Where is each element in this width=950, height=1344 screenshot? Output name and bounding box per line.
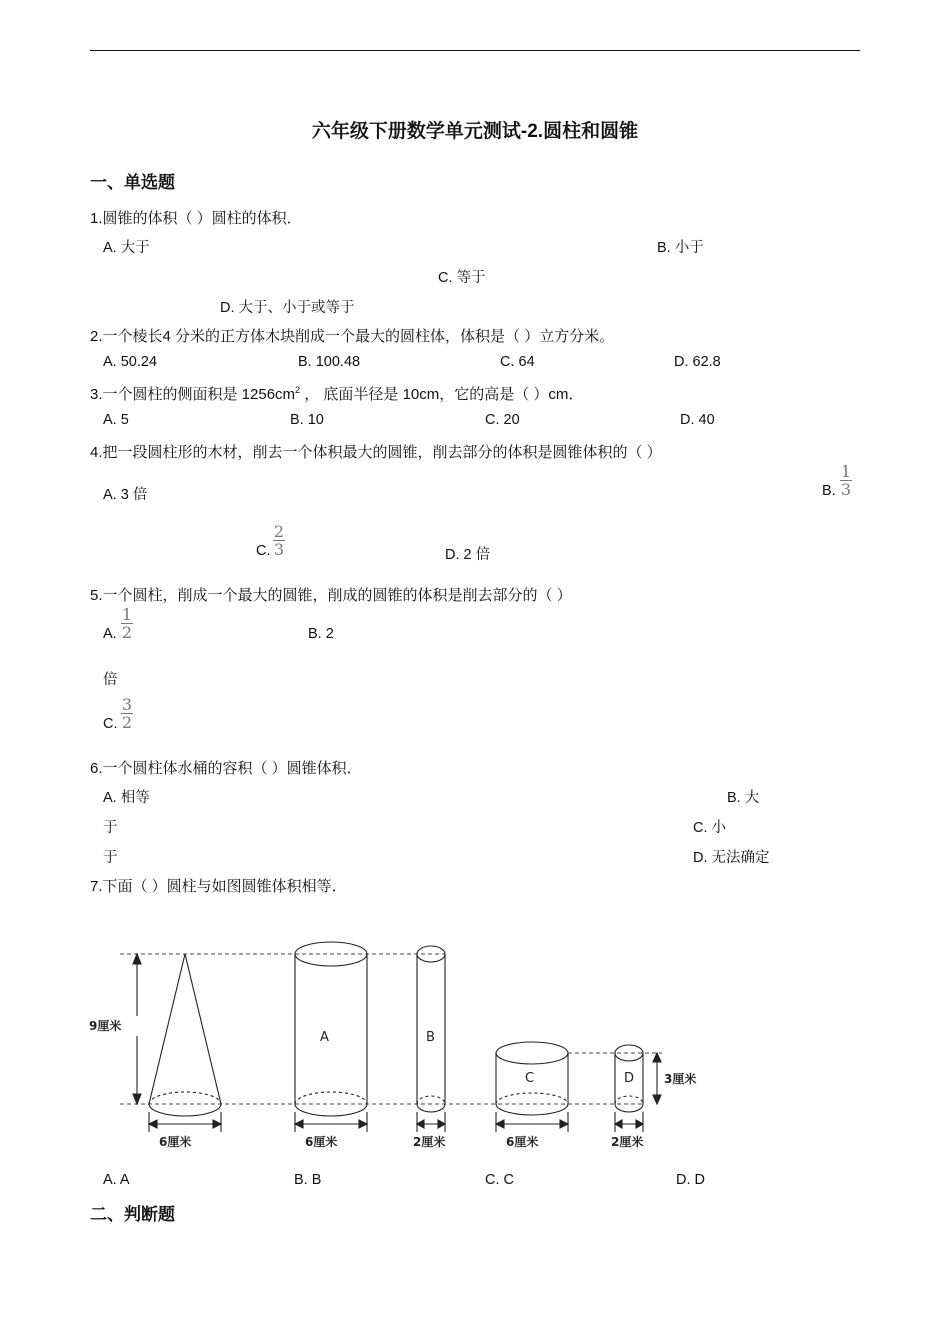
cylinder-a-width-label: 6厘米 [305, 1135, 338, 1149]
question-7-stem: 7.下面（ ）圆柱与如图圆锥体积相等． [90, 878, 347, 895]
question-7-option-b[interactable]: B. B [294, 1172, 322, 1188]
question-6-option-c[interactable]: C. 小 [693, 820, 727, 836]
question-2-option-c[interactable]: C. 64 [500, 354, 535, 370]
section-heading-true-false: 二、判断题 [90, 1205, 175, 1224]
question-6-option-b[interactable]: B. 大 [727, 790, 760, 806]
question-3-option-a[interactable]: A. 5 [103, 412, 129, 428]
question-3-option-b[interactable]: B. 10 [290, 412, 324, 428]
question-4-stem: 4.把一段圆柱形的木材，削去一个体积最大的圆锥，削去部分的体积是圆锥体积的（ ） [90, 444, 662, 461]
cylinder-b-width-label: 2厘米 [413, 1135, 446, 1149]
question-5-stem: 5.一个圆柱，削成一个最大的圆锥，削成的圆锥的体积是削去部分的（ ） [90, 587, 572, 604]
question-5-option-b-continued: 倍 [103, 672, 118, 688]
question-6-stem: 6.一个圆柱体水桶的容积（ ）圆锥体积． [90, 760, 362, 777]
cylinder-d-label: D [624, 1071, 635, 1086]
question-7-option-c[interactable]: C. C [485, 1172, 514, 1188]
question-1-option-a[interactable]: A. 大于 [103, 240, 150, 256]
cylinder-d-width-label: 2厘米 [611, 1135, 644, 1149]
question-4-option-c-fraction: 2 3 [273, 522, 285, 559]
question-4-option-a[interactable]: A. 3 倍 [103, 487, 148, 503]
question-7-option-a[interactable]: A. A [103, 1172, 130, 1188]
cylinder-height-label: 3厘米 [664, 1072, 697, 1086]
question-3-option-d[interactable]: D. 40 [680, 412, 715, 428]
question-5-option-c[interactable]: C. [103, 716, 118, 732]
question-2-option-a[interactable]: A. 50.24 [103, 354, 158, 370]
question-1-option-d[interactable]: D. 大于、小于或等于 [220, 300, 355, 316]
cylinder-c-label: C [525, 1071, 535, 1086]
cylinder-b-label: B [426, 1030, 435, 1045]
question-2-option-d[interactable]: D. 62.8 [674, 354, 721, 370]
cone-height-label: 9厘米 [89, 1019, 122, 1033]
question-5-option-a-fraction: 1 2 [121, 605, 133, 642]
question-4-option-b-fraction: 1 3 [840, 462, 852, 499]
question-3-stem: 3.一个圆柱的侧面积是 $1256cm^2$ ， 底面半径是 10cm，它的高是（ ）cm． [90, 385, 584, 403]
question-1-stem: 1.圆锥的体积（ ）圆柱的体积． [90, 210, 302, 227]
question-5-option-a[interactable]: A. [103, 626, 117, 642]
question-7-option-d[interactable]: D. D [676, 1172, 705, 1188]
question-3-option-c[interactable]: C. 20 [485, 412, 520, 428]
cone-width-label: 6厘米 [159, 1135, 192, 1149]
question-6-option-a[interactable]: A. 相等 [103, 790, 150, 806]
question-2-option-b[interactable]: B. 100.48 [298, 354, 361, 370]
question-4-option-d[interactable]: D. 2 倍 [445, 547, 491, 563]
question-1-option-b[interactable]: B. 小于 [657, 240, 704, 256]
question-6-option-b-continued: 于 [103, 820, 118, 836]
question-6-option-d[interactable]: D. 无法确定 [693, 850, 770, 866]
question-4-option-b[interactable]: B. [822, 483, 836, 499]
cylinder-c-width-label: 6厘米 [506, 1135, 539, 1149]
cylinder-a-label: A [320, 1030, 329, 1045]
question-1-option-c[interactable]: C. 等于 [438, 270, 486, 286]
question-4-option-c[interactable]: C. [256, 543, 271, 559]
section-heading-single-choice: 一、单选题 [90, 173, 175, 192]
question-6-option-c-continued: 于 [103, 850, 118, 866]
question-5-option-c-fraction: 3 2 [121, 695, 133, 732]
question-5-option-b[interactable]: B. 2 [308, 626, 334, 642]
question-2-stem: 2.一个棱长4 分米的正方体木块削成一个最大的圆柱体，体积是（ ）立方分米。 [90, 328, 615, 345]
page-title: 六年级下册数学单元测试-2.圆柱和圆锥 [311, 121, 639, 142]
